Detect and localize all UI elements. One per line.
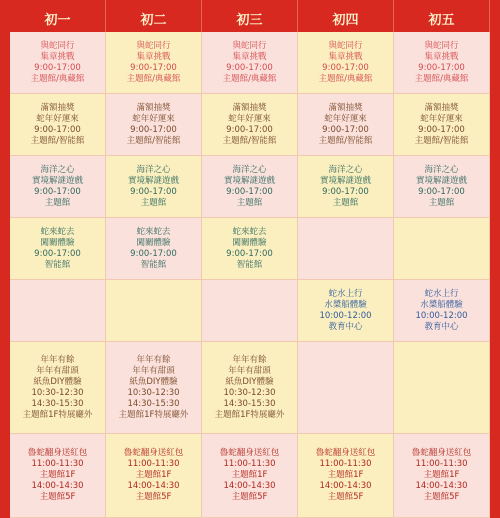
event-line: 主題館/典藏館 xyxy=(318,73,373,84)
event-line: 集章挑戰 xyxy=(328,51,363,62)
column-header-label: 初五 xyxy=(428,13,455,28)
schedule-cell xyxy=(202,156,298,218)
event-line: 9:00-17:00 xyxy=(418,124,465,135)
event-line: 主題館 xyxy=(140,197,167,208)
event-line: 集章挑戰 xyxy=(424,51,459,62)
event-line: 年年有餘 xyxy=(136,354,171,365)
event-line: 14:00-14:30 xyxy=(127,481,180,491)
event-line: 智能館 xyxy=(44,259,71,270)
event-line: 滿額抽獎 xyxy=(328,102,363,113)
schedule-cell xyxy=(394,280,490,342)
event-line: 魯蛇翻身送紅包 xyxy=(123,448,184,458)
event-line: 教育中心 xyxy=(424,321,459,332)
event-line: 與蛇同行 xyxy=(328,40,363,51)
event-line: 實境解謎遊戲 xyxy=(223,175,275,186)
event-line: 主題館5F xyxy=(327,492,364,502)
event-line: 與蛇同行 xyxy=(232,40,267,51)
event-line: 14:30-15:30 xyxy=(31,398,84,409)
event-line: 魯蛇翻身送紅包 xyxy=(411,448,472,458)
event-line: 年年有餘 xyxy=(40,354,75,365)
event-line: 滿額抽獎 xyxy=(232,102,267,113)
schedule-cell xyxy=(298,156,394,218)
schedule-cell xyxy=(106,94,202,156)
event-line: 主題館/智能館 xyxy=(414,135,469,146)
event-line: 10:30-12:30 xyxy=(127,387,180,398)
event-line: 年年有甜頭 xyxy=(132,365,175,376)
event-line: 海洋之心 xyxy=(232,164,267,175)
event-line: 智能館 xyxy=(140,259,167,270)
event-line: 蛇水上行 xyxy=(424,288,459,299)
column-header-label: 初四 xyxy=(332,13,359,28)
column-header-label: 初二 xyxy=(140,13,167,28)
event-line: 9:00-17:00 xyxy=(418,186,465,197)
event-line: 14:00-14:30 xyxy=(31,481,84,491)
event-line: 9:00-17:00 xyxy=(226,248,273,259)
schedule-cell xyxy=(10,218,106,280)
schedule-grid xyxy=(10,0,490,500)
event-line: 集章挑戰 xyxy=(40,51,75,62)
schedule-cell xyxy=(298,280,394,342)
schedule-cell xyxy=(202,342,298,434)
event-line: 年年有甜頭 xyxy=(36,365,79,376)
event-line: 闖關體驗 xyxy=(232,237,267,248)
event-line: 14:30-15:30 xyxy=(127,398,180,409)
event-line: 9:00-17:00 xyxy=(130,124,177,135)
event-line: 集章挑戰 xyxy=(232,51,267,62)
event-line: 實境解謎遊戲 xyxy=(319,175,371,186)
event-line: 與蛇同行 xyxy=(424,40,459,51)
event-line: 蛇年好運來 xyxy=(36,113,79,124)
schedule-cell xyxy=(202,32,298,94)
event-line: 11:00-11:30 xyxy=(223,459,276,469)
schedule-cell xyxy=(394,156,490,218)
event-line: 10:00-12:00 xyxy=(319,310,372,321)
event-line: 11:00-11:30 xyxy=(127,459,180,469)
schedule-cell xyxy=(10,342,106,434)
event-line: 與蛇同行 xyxy=(40,40,75,51)
event-line: 滿額抽獎 xyxy=(424,102,459,113)
event-line: 9:00-17:00 xyxy=(34,248,81,259)
event-line: 9:00-17:00 xyxy=(130,62,177,73)
event-line: 魯蛇翻身送紅包 xyxy=(315,448,376,458)
event-line: 教育中心 xyxy=(328,321,363,332)
event-line: 主題館1F特展廳外 xyxy=(214,409,285,420)
event-line: 9:00-17:00 xyxy=(322,186,369,197)
event-line: 蛇年好運來 xyxy=(324,113,367,124)
schedule-cell xyxy=(394,94,490,156)
event-line: 主題館/典藏館 xyxy=(126,73,181,84)
event-line: 主題館5F xyxy=(135,492,172,502)
event-line: 11:00-11:30 xyxy=(415,459,468,469)
schedule-cell xyxy=(106,434,202,518)
schedule-cell xyxy=(10,94,106,156)
event-line: 9:00-17:00 xyxy=(322,124,369,135)
event-line: 10:30-12:30 xyxy=(223,387,276,398)
event-line: 闖關體驗 xyxy=(40,237,75,248)
schedule-cell xyxy=(10,32,106,94)
event-line: 實境解謎遊戲 xyxy=(415,175,467,186)
event-line: 主題館/智能館 xyxy=(30,135,85,146)
event-line: 紙魚DIY體驗 xyxy=(225,376,274,387)
event-line: 智能館 xyxy=(236,259,263,270)
event-line: 9:00-17:00 xyxy=(34,62,81,73)
event-line: 海洋之心 xyxy=(136,164,171,175)
event-line: 蛇年好運來 xyxy=(420,113,463,124)
event-line: 魯蛇翻身送紅包 xyxy=(219,448,280,458)
column-header-label: 初三 xyxy=(236,13,263,28)
schedule-cell xyxy=(202,218,298,280)
event-line: 9:00-17:00 xyxy=(322,62,369,73)
event-line: 主題館1F特展廳外 xyxy=(22,409,93,420)
schedule-cell xyxy=(106,32,202,94)
event-line: 實境解謎遊戲 xyxy=(127,175,179,186)
event-line: 海洋之心 xyxy=(424,164,459,175)
schedule-cell xyxy=(106,218,202,280)
event-line: 主題館1F xyxy=(135,470,172,480)
event-line: 14:00-14:30 xyxy=(223,481,276,491)
column-header-day5 xyxy=(394,0,490,32)
schedule-cell-empty xyxy=(394,218,490,280)
event-line: 主題館1F xyxy=(231,470,268,480)
event-line: 14:30-15:30 xyxy=(223,398,276,409)
event-line: 9:00-17:00 xyxy=(226,124,273,135)
event-line: 11:00-11:30 xyxy=(31,459,84,469)
column-header-day3 xyxy=(202,0,298,32)
event-line: 紙魚DIY體驗 xyxy=(33,376,82,387)
schedule-cell-empty xyxy=(106,280,202,342)
event-line: 主題館 xyxy=(236,197,263,208)
schedule-cell xyxy=(202,94,298,156)
event-line: 主題館/典藏館 xyxy=(222,73,277,84)
event-line: 水槳船體驗 xyxy=(324,299,367,310)
event-line: 10:30-12:30 xyxy=(31,387,84,398)
event-line: 與蛇同行 xyxy=(136,40,171,51)
event-line: 年年有甜頭 xyxy=(228,365,271,376)
event-line: 9:00-17:00 xyxy=(34,124,81,135)
event-line: 年年有餘 xyxy=(232,354,267,365)
event-line: 9:00-17:00 xyxy=(130,248,177,259)
event-line: 主題館/典藏館 xyxy=(30,73,85,84)
event-line: 海洋之心 xyxy=(328,164,363,175)
column-header-day2 xyxy=(106,0,202,32)
schedule-cell xyxy=(298,32,394,94)
event-line: 主題館1F特展廳外 xyxy=(118,409,189,420)
event-line: 蛇年好運來 xyxy=(228,113,271,124)
event-line: 水槳船體驗 xyxy=(420,299,463,310)
schedule-cell-empty xyxy=(202,280,298,342)
schedule-cell xyxy=(106,156,202,218)
event-line: 蛇來蛇去 xyxy=(40,226,75,237)
event-line: 滿額抽獎 xyxy=(40,102,75,113)
event-line: 闖關體驗 xyxy=(136,237,171,248)
event-line: 蛇來蛇去 xyxy=(232,226,267,237)
event-line: 主題館5F xyxy=(423,492,460,502)
event-line: 11:00-11:30 xyxy=(319,459,372,469)
column-header-day1 xyxy=(10,0,106,32)
schedule-cell-empty xyxy=(298,218,394,280)
event-line: 主題館/智能館 xyxy=(318,135,373,146)
column-header-label: 初一 xyxy=(44,13,71,28)
schedule-cell xyxy=(394,32,490,94)
schedule-cell xyxy=(106,342,202,434)
schedule-cell-empty xyxy=(394,342,490,434)
schedule-cell xyxy=(10,434,106,518)
event-line: 主題館1F xyxy=(39,470,76,480)
column-header-day4 xyxy=(298,0,394,32)
event-line: 主題館1F xyxy=(327,470,364,480)
schedule-cell xyxy=(202,434,298,518)
event-line: 魯蛇翻身送紅包 xyxy=(27,448,88,458)
event-line: 9:00-17:00 xyxy=(226,62,273,73)
event-line: 14:00-14:30 xyxy=(415,481,468,491)
event-line: 主題館 xyxy=(332,197,359,208)
event-line: 10:00-12:00 xyxy=(415,310,468,321)
event-line: 集章挑戰 xyxy=(136,51,171,62)
schedule-cell xyxy=(298,94,394,156)
event-line: 主題館 xyxy=(428,197,455,208)
event-line: 9:00-17:00 xyxy=(130,186,177,197)
event-line: 實境解謎遊戲 xyxy=(31,175,83,186)
event-line: 紙魚DIY體驗 xyxy=(129,376,178,387)
event-line: 蛇來蛇去 xyxy=(136,226,171,237)
event-line: 9:00-17:00 xyxy=(418,62,465,73)
event-line: 蛇年好運來 xyxy=(132,113,175,124)
schedule-cell xyxy=(10,156,106,218)
event-line: 蛇水上行 xyxy=(328,288,363,299)
event-line: 海洋之心 xyxy=(40,164,75,175)
event-line: 滿額抽獎 xyxy=(136,102,171,113)
schedule-cell xyxy=(298,434,394,518)
event-line: 14:00-14:30 xyxy=(319,481,372,491)
event-line: 主題館/智能館 xyxy=(126,135,181,146)
event-line: 9:00-17:00 xyxy=(34,186,81,197)
event-line: 9:00-17:00 xyxy=(226,186,273,197)
event-line: 主題館1F xyxy=(423,470,460,480)
schedule-cell xyxy=(394,434,490,518)
event-line: 主題館/典藏館 xyxy=(414,73,469,84)
schedule-cell-empty xyxy=(10,280,106,342)
event-line: 主題館/智能館 xyxy=(222,135,277,146)
event-line: 主題館5F xyxy=(231,492,268,502)
schedule-cell-empty xyxy=(298,342,394,434)
event-line: 主題館 xyxy=(44,197,71,208)
event-line: 主題館5F xyxy=(39,492,76,502)
